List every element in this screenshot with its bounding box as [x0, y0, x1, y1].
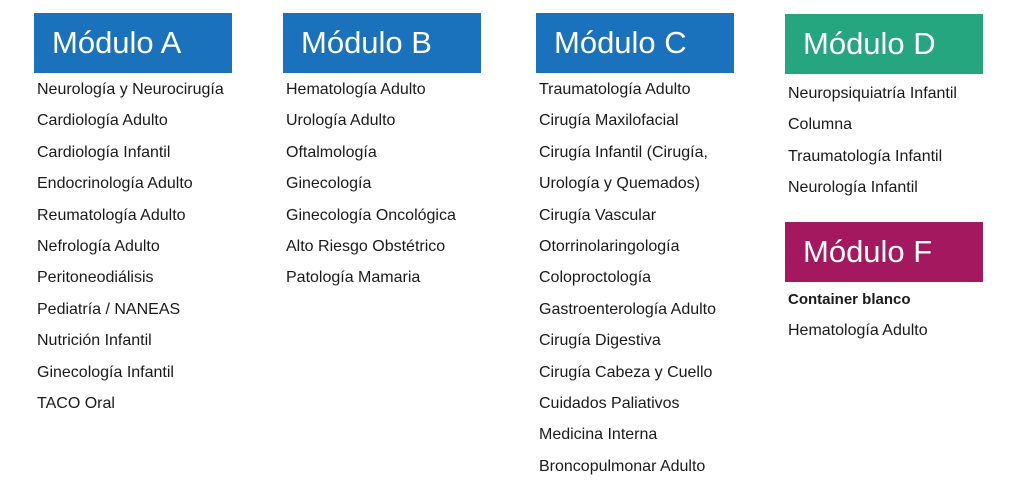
list-item: Gastroenterología Adulto: [539, 300, 717, 318]
list-item: Traumatología Adulto: [539, 81, 691, 98]
list-item: Otorrinolaringología: [539, 237, 680, 255]
list-item: Ginecología Oncológica: [286, 206, 456, 224]
list-item: Cardiología Infantil: [37, 143, 171, 161]
list-item: Alto Riesgo Obstétrico: [286, 237, 446, 255]
list-item: Cirugía Maxilofacial: [539, 112, 679, 130]
list-item: Columna: [788, 116, 853, 134]
list-item: Hematología Adulto: [788, 322, 928, 340]
list-item: Urología Adulto: [286, 112, 396, 130]
list-item: Peritoneodiálisis: [37, 269, 154, 287]
module-f: [785, 222, 983, 353]
list-item: Urología y Quemados): [539, 175, 700, 193]
list-item: Cirugía Vascular: [539, 206, 657, 224]
list-item: Cirugía Digestiva: [539, 332, 661, 350]
list-item: Reumatología Adulto: [37, 206, 186, 224]
list-item: Cirugía Infantil (Cirugía,: [539, 143, 708, 161]
list-item: Medicina Interna: [539, 426, 658, 444]
list-item: Patología Mamaria: [286, 269, 421, 287]
module-a: [34, 13, 232, 425]
module-b-title: Módulo B: [283, 13, 481, 73]
module-f-list: [785, 290, 983, 353]
list-item: Neurología y Neurocirugía: [37, 81, 224, 98]
list-item: Traumatología Infantil: [788, 147, 943, 165]
list-item: Ginecología Infantil: [37, 363, 174, 381]
module-c-list: [536, 80, 734, 488]
list-item: TACO Oral: [37, 394, 115, 412]
module-d: [785, 14, 983, 210]
module-b-list: [283, 80, 481, 300]
module-a-list: [34, 80, 232, 425]
list-item: Cuidados Paliativos: [539, 394, 680, 412]
list-item: Coloproctología: [539, 269, 652, 287]
list-item: Nutrición Infantil: [37, 332, 152, 350]
module-b: [283, 13, 481, 300]
list-item: Broncopulmonar Adulto: [539, 457, 706, 475]
module-a-title: Módulo A: [34, 13, 232, 73]
module-d-title: Módulo D: [785, 14, 983, 74]
list-item: Pediatría / NANEAS: [37, 300, 181, 318]
module-c: [536, 13, 734, 488]
module-c-title: Módulo C: [536, 13, 734, 73]
list-item-note: Container blanco: [788, 291, 911, 308]
list-item: Hematología Adulto: [286, 81, 426, 98]
list-item: Ginecología: [286, 175, 372, 193]
list-item: Oftalmología: [286, 143, 377, 161]
module-d-list: [785, 84, 983, 210]
module-f-title: Módulo F: [785, 222, 983, 282]
list-item: Neuropsiquiatría Infantil: [788, 85, 957, 102]
list-item: Neurología Infantil: [788, 179, 918, 197]
list-item: Cirugía Cabeza y Cuello: [539, 363, 713, 381]
list-item: Endocrinología Adulto: [37, 175, 193, 193]
list-item: Nefrología Adulto: [37, 237, 160, 255]
list-item: Cardiología Adulto: [37, 112, 168, 130]
